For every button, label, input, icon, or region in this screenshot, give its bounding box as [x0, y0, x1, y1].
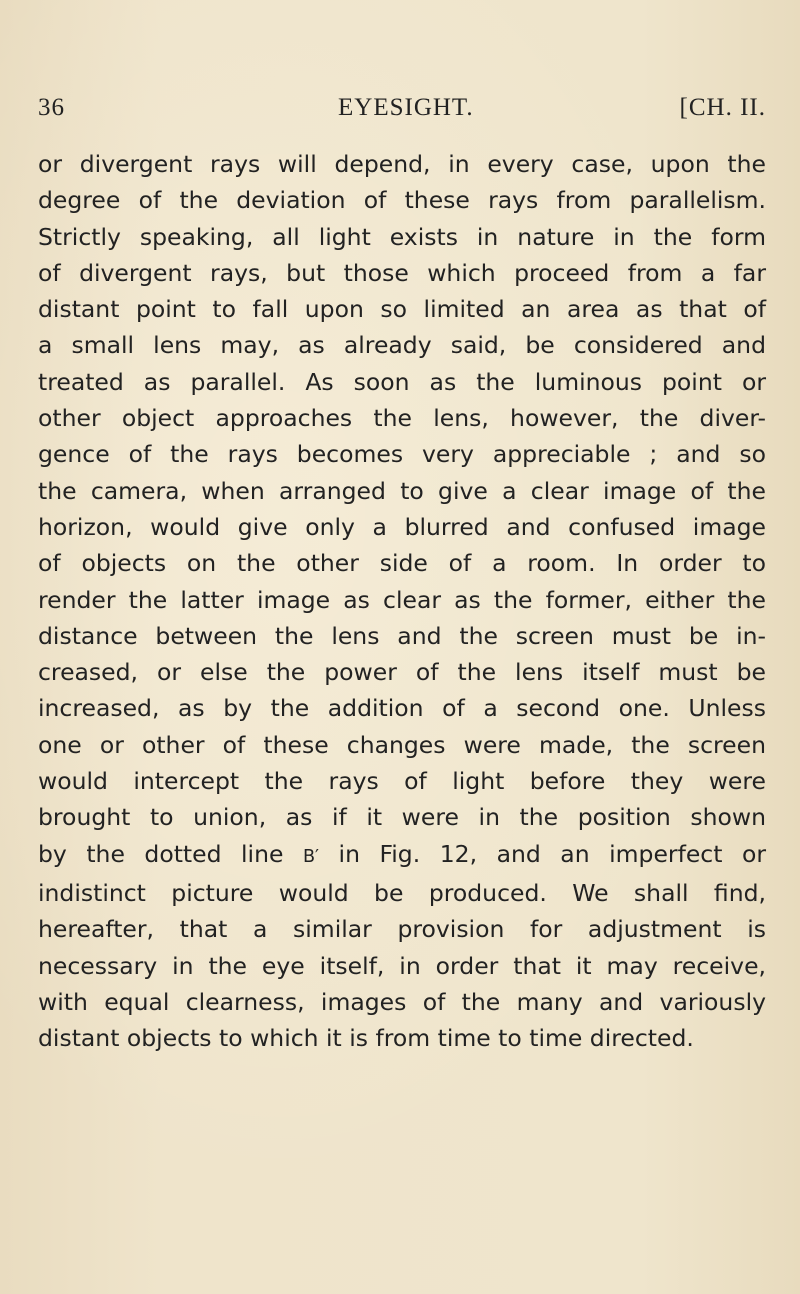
text-line: distant objects to which it is from time to time directed.	[38, 1024, 694, 1053]
text-line: increased, as by the addition of a second one. Unless	[38, 694, 766, 723]
text-line: the camera, when arranged to give a clear image of the	[38, 476, 766, 505]
page-number: 36	[38, 94, 65, 121]
text-fragment: in Fig. 12, and an imperfect or	[319, 839, 766, 868]
text-line: necessary in the eye itself, in order that it may receive,	[38, 951, 766, 980]
text-line: indistinct picture would be produced. We shall find,	[38, 878, 766, 907]
body-paragraph	[38, 146, 766, 1056]
text-line: other object approaches the lens, however, the diver-	[38, 404, 766, 433]
text-line: horizon, would give only a blurred and confused image	[38, 512, 766, 541]
text-line: or divergent rays will depend, in every case, upon the	[38, 150, 766, 178]
text-line: one or other of these changes were made, the screen	[38, 730, 766, 759]
text-line: treated as parallel. As soon as the luminous point or	[38, 367, 766, 396]
text-line: a small lens may, as already said, be considered and	[38, 331, 766, 360]
text-line: of divergent rays, but those which proceed from a far	[38, 258, 766, 287]
text-line: creased, or else the power of the lens itself must be	[38, 658, 766, 687]
text-line: Strictly speaking, all light exists in nature in the form	[38, 222, 766, 251]
text-line: would intercept the rays of light before they were	[38, 767, 766, 796]
text-fragment: by the dotted line	[38, 839, 303, 868]
text-line: brought to union, as if it were in the position shown	[38, 803, 766, 832]
running-header	[38, 94, 766, 128]
text-line: of objects on the other side of a room. In order to	[38, 549, 766, 578]
text-line: render the latter image as clear as the former, either the	[38, 585, 766, 614]
text-line: gence of the rays becomes very appreciable ; and so	[38, 440, 766, 469]
text-line: with equal clearness, images of the many and variously	[38, 987, 766, 1016]
text-line: degree of the deviation of these rays from parallelism.	[38, 186, 766, 215]
running-title: EYESIGHT.	[338, 94, 474, 121]
text-line-figure-reference	[38, 836, 766, 875]
text-line: hereafter, that a similar provision for adjustment is	[38, 915, 766, 944]
small-caps-label: B′	[302, 846, 320, 867]
text-line: distant point to fall upon so limited an area as that of	[38, 295, 766, 324]
chapter-reference: [CH. II.	[679, 94, 766, 121]
text-line: distance between the lens and the screen must be in-	[38, 621, 766, 650]
